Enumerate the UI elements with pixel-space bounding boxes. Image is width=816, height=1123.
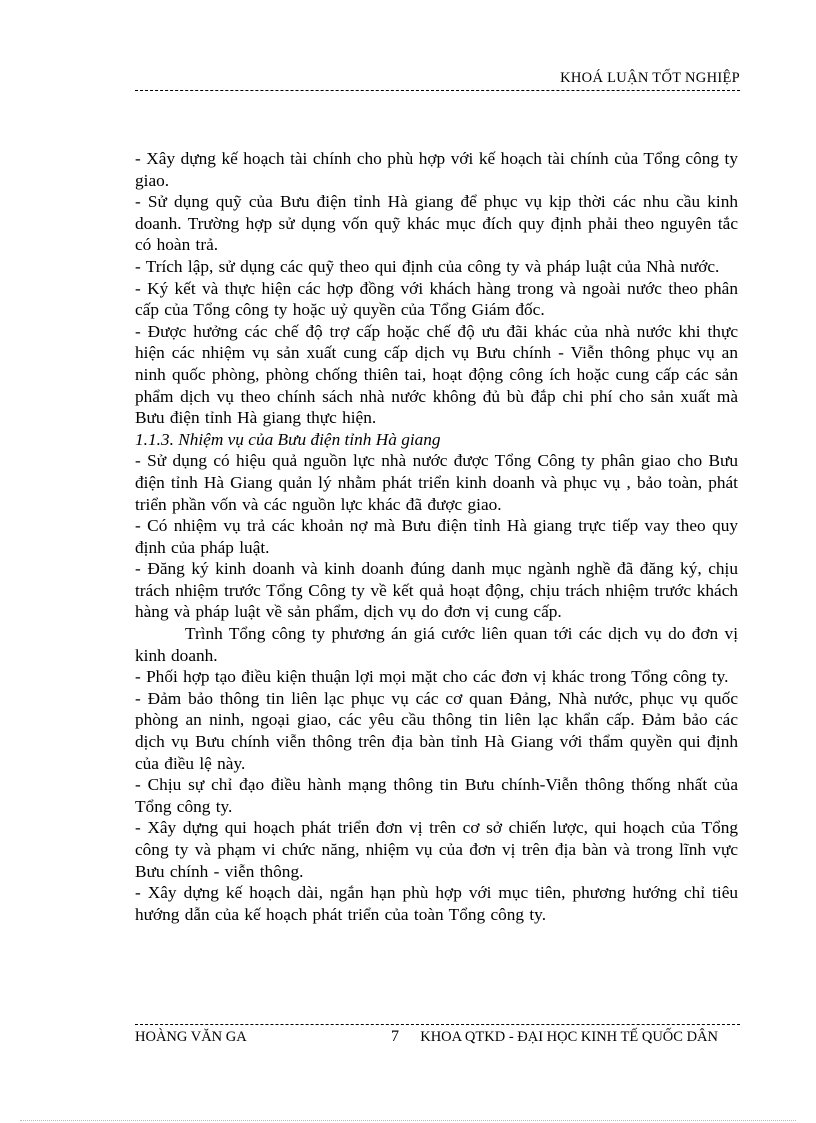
paragraph: - Đảm bảo thông tin liên lạc phục vụ các cơ quan Đảng, Nhà nước, phục vụ quốc phòng an ninh, ngoại giao, các yêu cầu thông tin liên lạc khẩn cấp. Đảm bảo các dịch vụ Bưu chính viễn thông trên địa bàn tỉnh Hà Giang với thẩm quyền qui định của điều lệ này. [135, 688, 738, 773]
paragraph: - Sử dụng quỹ của Bưu điện tỉnh Hà giang để phục vụ kịp thời các nhu cầu kinh doanh. Trường hợp sử dụng vốn quỹ khác mục đích quy định phải theo nguyên tắc có hoàn trả. [135, 192, 738, 255]
paragraph: - Chịu sự chỉ đạo điều hành mạng thông tin Bưu chính-Viễn thông thống nhất của Tổng công ty. [135, 775, 738, 816]
page-header [135, 70, 740, 90]
section-heading: 1.1.3. Nhiệm vụ của Bưu điện tỉnh Hà giang [135, 429, 441, 449]
paragraph: - Phối hợp tạo điều kiện thuận lợi mọi mặt cho các đơn vị khác trong Tổng công ty. [135, 667, 729, 687]
paragraph: - Sử dụng có hiệu quả nguồn lực nhà nước được Tổng Công ty phân giao cho Bưu điện tỉnh Hà Giang quản lý nhằm phát triển kinh doanh và phục vụ , bảo toàn, phát triển phần vốn và các nguồn lực khác đã được giao. [135, 451, 738, 514]
paragraph: - Được hưởng các chế độ trợ cấp hoặc chế độ ưu đãi khác của nhà nước khi thực hiện các nhiệm vụ sản xuất cung cấp dịch vụ Bưu chính - Viễn thông phục vụ an ninh quốc phòng, phòng chống thiên tai, hoạt động công ích hoặc cung cấp các sản phẩm dịch vụ theo chính sách nhà nước không đủ bù đắp chi phí cho sản xuất mà Bưu điện tỉnh Hà giang thực hiện. [135, 321, 738, 428]
paragraph: - Xây dựng kế hoạch tài chính cho phù hợp với kế hoạch tài chính của Tổng công ty giao. [135, 149, 738, 190]
footer-divider [135, 1024, 740, 1025]
page-body [135, 148, 738, 925]
paragraph: Trình Tổng công ty phương án giá cước liên quan tới các dịch vụ do đơn vị kinh doanh. [135, 624, 738, 665]
paragraph: - Trích lập, sử dụng các quỹ theo qui định của công ty và pháp luật của Nhà nước. [135, 256, 720, 276]
page-edge [20, 1120, 796, 1121]
paragraph: - Xây dựng qui hoạch phát triển đơn vị trên cơ sở chiến lược, qui hoạch của Tổng công ty và phạm vi chức năng, nhiệm vụ của đơn vị trên địa bàn và trong lĩnh vực Bưu chính - viễn thông. [135, 818, 738, 881]
paragraph: - Xây dựng kế hoạch dài, ngắn hạn phù hợp với mục tiên, phương hướng chỉ tiêu hướng dẫn của kế hoạch phát triển của toàn Tổng công ty. [135, 883, 738, 924]
header-title: KHOÁ LUẬN TỐT NGHIỆP [560, 70, 740, 86]
footer-school: KHOA QTKD - ĐẠI HỌC KINH TẾ QUỐC DÂN [420, 1029, 718, 1045]
footer-author: HOÀNG VĂN GA [135, 1029, 247, 1045]
page-number: 7 [391, 1028, 399, 1045]
paragraph: - Ký kết và thực hiện các hợp đồng với khách hàng trong và ngoài nước theo phân cấp của Tổng công ty hoặc uỷ quyền của Tổng Giám đốc. [135, 278, 738, 320]
header-divider [135, 90, 740, 91]
paragraph: - Đăng ký kinh doanh và kinh doanh đúng danh mục ngành nghề đã đăng ký, chịu trách nhiệm trước Tổng Công ty về kết quả hoạt động, chịu trách nhiệm trước khách hàng và pháp luật về sản phẩm, dịch vụ do đơn vị cung cấp. [135, 559, 738, 622]
paragraph: - Có nhiệm vụ trả các khoản nợ mà Bưu điện tỉnh Hà giang trực tiếp vay theo quy định của pháp luật. [135, 516, 738, 557]
page-footer [135, 1024, 740, 1046]
